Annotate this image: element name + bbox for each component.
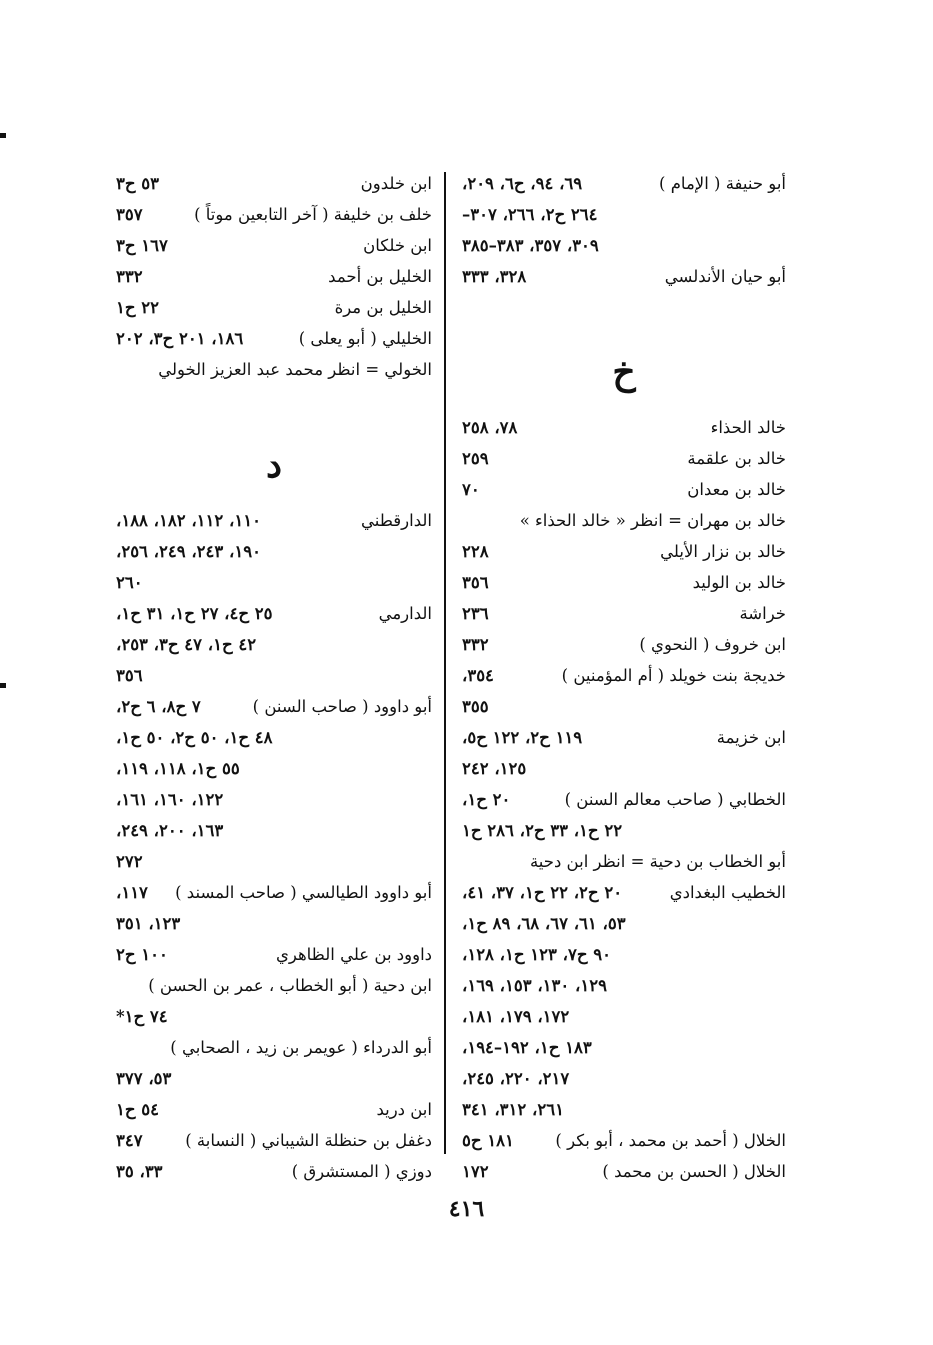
- entry-name: خالد بن معدان: [687, 480, 786, 499]
- entry-page-refs: ١٨٣ ح١، ١٩٢–١٩٤،: [462, 1038, 592, 1057]
- index-entry-continuation: [116, 1063, 432, 1094]
- index-entry: [116, 168, 432, 199]
- entry-page-refs: ٢٠ ح٢، ٢٢ ح١، ٣٧، ٤١،: [462, 883, 623, 902]
- index-entry: [462, 261, 786, 292]
- entry-name: الخليلي ( أبو يعلى ): [298, 329, 432, 348]
- entry-name: الخولي = انظر محمد عبد العزيز الخولي: [158, 360, 432, 379]
- entry-name: دوزي ( المستشرق ): [291, 1162, 432, 1181]
- entry-page-refs: ٤٨ ح١، ٥٠ ح٢، ٥٠ ح١،: [116, 728, 273, 747]
- index-entry: [116, 691, 432, 722]
- entry-page-refs: ١٢٥، ٢٤٢: [462, 759, 527, 778]
- index-entry: [462, 598, 786, 629]
- entry-page-refs: ٣٤٧: [116, 1131, 143, 1150]
- entry-page-refs: ١٧٢، ١٧٩، ١٨١،: [462, 1007, 570, 1026]
- index-entry: [462, 168, 786, 199]
- entry-name: الخلال ( أحمد بن محمد ، أبو بكر ): [555, 1131, 786, 1150]
- entry-name: الخطيب البغدادي: [669, 883, 786, 902]
- entry-name: ابن خزيمة: [716, 728, 786, 747]
- entry-page-refs: ٢٠ ح١،: [462, 790, 511, 809]
- index-entry-continuation: [116, 660, 432, 691]
- entry-page-refs: ٥٤ ح١: [116, 1100, 160, 1119]
- entry-page-refs: ١٦٣، ٢٠٠، ٢٤٩،: [116, 821, 224, 840]
- index-entry-continuation: [116, 908, 432, 939]
- index-entry: [116, 505, 432, 536]
- entry-page-refs: ٧٤ ح١*: [116, 1007, 168, 1026]
- index-entry-continuation: [116, 567, 432, 598]
- index-entry: [116, 877, 432, 908]
- entry-name: ابن خروف ( النحوي ): [639, 635, 786, 654]
- index-entry: [116, 1125, 432, 1156]
- entry-page-refs: ١٢٢، ١٦٠، ١٦١،: [116, 790, 224, 809]
- entry-page-refs: ٩٠ ح٧، ١٢٣ ح١، ١٢٨،: [462, 945, 611, 964]
- entry-page-refs: ٧ ح٨، ٦ ح٢،: [116, 697, 201, 716]
- entry-name: داوود بن علي الظاهري: [275, 945, 432, 964]
- index-entry: [462, 784, 786, 815]
- entry-name: الخلال ( الحسن بن محمد ): [602, 1162, 786, 1181]
- index-entry: [116, 230, 432, 261]
- entry-page-refs: ٣٥٥: [462, 697, 489, 716]
- scan-edge-mark-bottom: [0, 683, 6, 688]
- entry-name: أبو حنيفة ( الإمام ): [659, 174, 786, 193]
- index-entry: [116, 261, 432, 292]
- entry-page-refs: ١٢٩، ١٣٠، ١٥٣، ١٦٩،: [462, 976, 607, 995]
- index-entry-continuation: [462, 1063, 786, 1094]
- index-entry-continuation: [462, 908, 786, 939]
- index-entry-continuation: [462, 199, 786, 230]
- entry-page-refs: ١٢٣، ٣٥١: [116, 914, 181, 933]
- index-entry-continuation: [462, 1094, 786, 1125]
- index-entry-continuation: [462, 1001, 786, 1032]
- index-entry: [116, 598, 432, 629]
- index-entry: [116, 939, 432, 970]
- index-entry: [462, 722, 786, 753]
- entry-page-refs: ٢٢ ح١: [116, 298, 160, 317]
- entry-name: الخليل بن مرة: [334, 298, 432, 317]
- entry-page-refs: ٧٨، ٢٥٨: [462, 418, 518, 437]
- entry-page-refs: ٣٢٨، ٣٣٣: [462, 267, 527, 286]
- column-divider: [444, 172, 446, 1154]
- entry-page-refs: ١١٩ ح٢، ١٢٢ ح٥،: [462, 728, 583, 747]
- entry-page-refs: ١٧٢: [462, 1162, 489, 1181]
- index-entry: [462, 412, 786, 443]
- entry-name: خالد بن مهران = انظر « خالد الحذاء »: [519, 511, 786, 530]
- entry-page-refs: ٣٣، ٣٥: [116, 1162, 163, 1181]
- index-entry: [116, 970, 432, 1001]
- entry-name: خراشة: [739, 604, 786, 623]
- entry-name: ابن خلكان: [363, 236, 432, 255]
- index-entry: [116, 1032, 432, 1063]
- entry-name: الخليل بن أحمد: [328, 267, 432, 286]
- index-column-right: [462, 168, 786, 1187]
- index-entry-continuation: [462, 691, 786, 722]
- index-entry-continuation: [462, 970, 786, 1001]
- entry-page-refs: ٣٥٦: [116, 666, 143, 685]
- entry-page-refs: ٢٦٠: [116, 573, 143, 592]
- entry-page-refs: ٢٦١، ٣١٢، ٣٤١: [462, 1100, 564, 1119]
- index-entry-continuation: [116, 815, 432, 846]
- entry-page-refs: ٢٣٦: [462, 604, 489, 623]
- index-entry: [462, 846, 786, 877]
- entry-name: ابن دحية ( أبو الخطاب ، عمر بن الحسن ): [148, 976, 432, 995]
- entry-page-refs: ٥٣، ٦١، ٦٧، ٦٨، ٨٩ ح١،: [462, 914, 626, 933]
- entry-page-refs: ١٠٠ ح٢: [116, 945, 168, 964]
- entry-page-refs: ٥٣ ح٣: [116, 174, 160, 193]
- entry-page-refs: ٦٩، ٩٤، ح٦، ٢٠٩،: [462, 174, 583, 193]
- index-entry: [462, 505, 786, 536]
- index-entry: [462, 536, 786, 567]
- index-entry: [462, 474, 786, 505]
- entry-name: خالد بن الوليد: [692, 573, 786, 592]
- index-entry-continuation: [116, 629, 432, 660]
- index-entry: [462, 877, 786, 908]
- entry-name: خلف بن خليفة ( آخر التابعين موتاً ): [194, 205, 432, 224]
- index-entry: [462, 660, 786, 691]
- index-entry-continuation: [116, 536, 432, 567]
- entry-page-refs: ٣٥٦: [462, 573, 489, 592]
- entry-page-refs: ٣٥٧: [116, 205, 143, 224]
- index-column-left: [116, 168, 432, 1187]
- entry-name: دغفل بن حنظلة الشيباني ( النسابة ): [185, 1131, 432, 1150]
- index-entry: [116, 199, 432, 230]
- entry-name: خالد بن نزار الأيلي: [660, 542, 786, 561]
- index-entry: [116, 1094, 432, 1125]
- index-entry-continuation: [462, 939, 786, 970]
- index-entry-continuation: [116, 1001, 432, 1032]
- entry-page-refs: ٣٣٢: [462, 635, 489, 654]
- entry-page-refs: ١٩٠، ٢٤٣، ٢٤٩، ٢٥٦،: [116, 542, 261, 561]
- entry-name: ابن دريد: [376, 1100, 432, 1119]
- entry-name: أبو داوود الطيالسي ( صاحب المسند ): [175, 883, 432, 902]
- section-gap: [116, 385, 432, 425]
- section-gap: [462, 292, 786, 332]
- index-entry-continuation: [116, 784, 432, 815]
- entry-name: الخطابي ( صاحب معالم السنن ): [564, 790, 786, 809]
- index-entry-continuation: [462, 753, 786, 784]
- entry-page-refs: ١٨٦، ٢٠١ ح٣، ٢٠٢: [116, 329, 244, 348]
- entry-page-refs: ٢٢ ح١، ٣٣ ح٢، ٢٨٦ ح١: [462, 821, 623, 840]
- index-entry: [116, 1156, 432, 1187]
- index-entry: [462, 443, 786, 474]
- index-entry-continuation: [462, 815, 786, 846]
- entry-name: الدارمي: [378, 604, 432, 623]
- entry-name: خديجة بنت خويلد ( أم المؤمنين ): [561, 666, 786, 685]
- index-entry: [462, 629, 786, 660]
- entry-page-refs: ٢٥٩: [462, 449, 489, 468]
- index-entry: [116, 354, 432, 385]
- entry-name: ابن خلدون: [360, 174, 432, 193]
- entry-name: أبو الدرداء ( عويمر بن زيد ، الصحابي ): [170, 1038, 432, 1057]
- entry-page-refs: ١٦٧ ح٣: [116, 236, 168, 255]
- page-number: ٤١٦: [448, 1196, 485, 1222]
- entry-page-refs: ٢٥ ح٤، ٢٧ ح١، ٣١ ح١،: [116, 604, 273, 623]
- entry-page-refs: ٢١٧، ٢٢٠، ٢٤٥،: [462, 1069, 570, 1088]
- index-entry: [116, 292, 432, 323]
- scan-edge-mark-top: [0, 133, 6, 138]
- index-entry: [462, 1156, 786, 1187]
- entry-page-refs: ١١٧،: [116, 883, 148, 902]
- index-entry-continuation: [116, 753, 432, 784]
- index-entry-continuation: [462, 1032, 786, 1063]
- entry-page-refs: ١٨١ ح٥: [462, 1131, 514, 1150]
- entry-name: خالد بن علقمة: [687, 449, 786, 468]
- entry-page-refs: ٤٢ ح١، ٤٧ ح٣، ٢٥٣،: [116, 635, 257, 654]
- entry-name: الدارقطني: [361, 511, 432, 530]
- entry-page-refs: ٣٣٢: [116, 267, 143, 286]
- entry-page-refs: ١١٠، ١١٢، ١٨٢، ١٨٨،: [116, 511, 261, 530]
- index-entry-continuation: [462, 230, 786, 261]
- entry-name: أبو الخطاب بن دحية = انظر ابن دحية: [529, 852, 786, 871]
- index-entry-continuation: [116, 846, 432, 877]
- entry-page-refs: ٣٠٩، ٣٥٧، ٣٨٣–٣٨٥: [462, 236, 599, 255]
- entry-name: خالد الحذاء: [710, 418, 786, 437]
- entry-name: أبو حيان الأندلسي: [664, 267, 786, 286]
- entry-page-refs: ٥٣، ٣٧٧: [116, 1069, 172, 1088]
- entry-page-refs: ٢٧٢: [116, 852, 143, 871]
- section-letter-heading: خ: [612, 351, 636, 393]
- index-entry: [462, 1125, 786, 1156]
- index-entry: [462, 567, 786, 598]
- entry-name: أبو داوود ( صاحب السنن ): [252, 697, 432, 716]
- entry-page-refs: ٥٥ ح١، ١١٨، ١١٩،: [116, 759, 240, 778]
- index-entry-continuation: [116, 722, 432, 753]
- entry-page-refs: ٢٦٤ ح٢، ٢٦٦، ٣٠٧–: [462, 205, 598, 224]
- section-letter-heading: د: [265, 444, 283, 486]
- index-entry: [116, 323, 432, 354]
- entry-page-refs: ٢٢٨: [462, 542, 489, 561]
- entry-page-refs: ٧٠: [462, 480, 480, 499]
- entry-page-refs: ٣٥٤،: [462, 666, 494, 685]
